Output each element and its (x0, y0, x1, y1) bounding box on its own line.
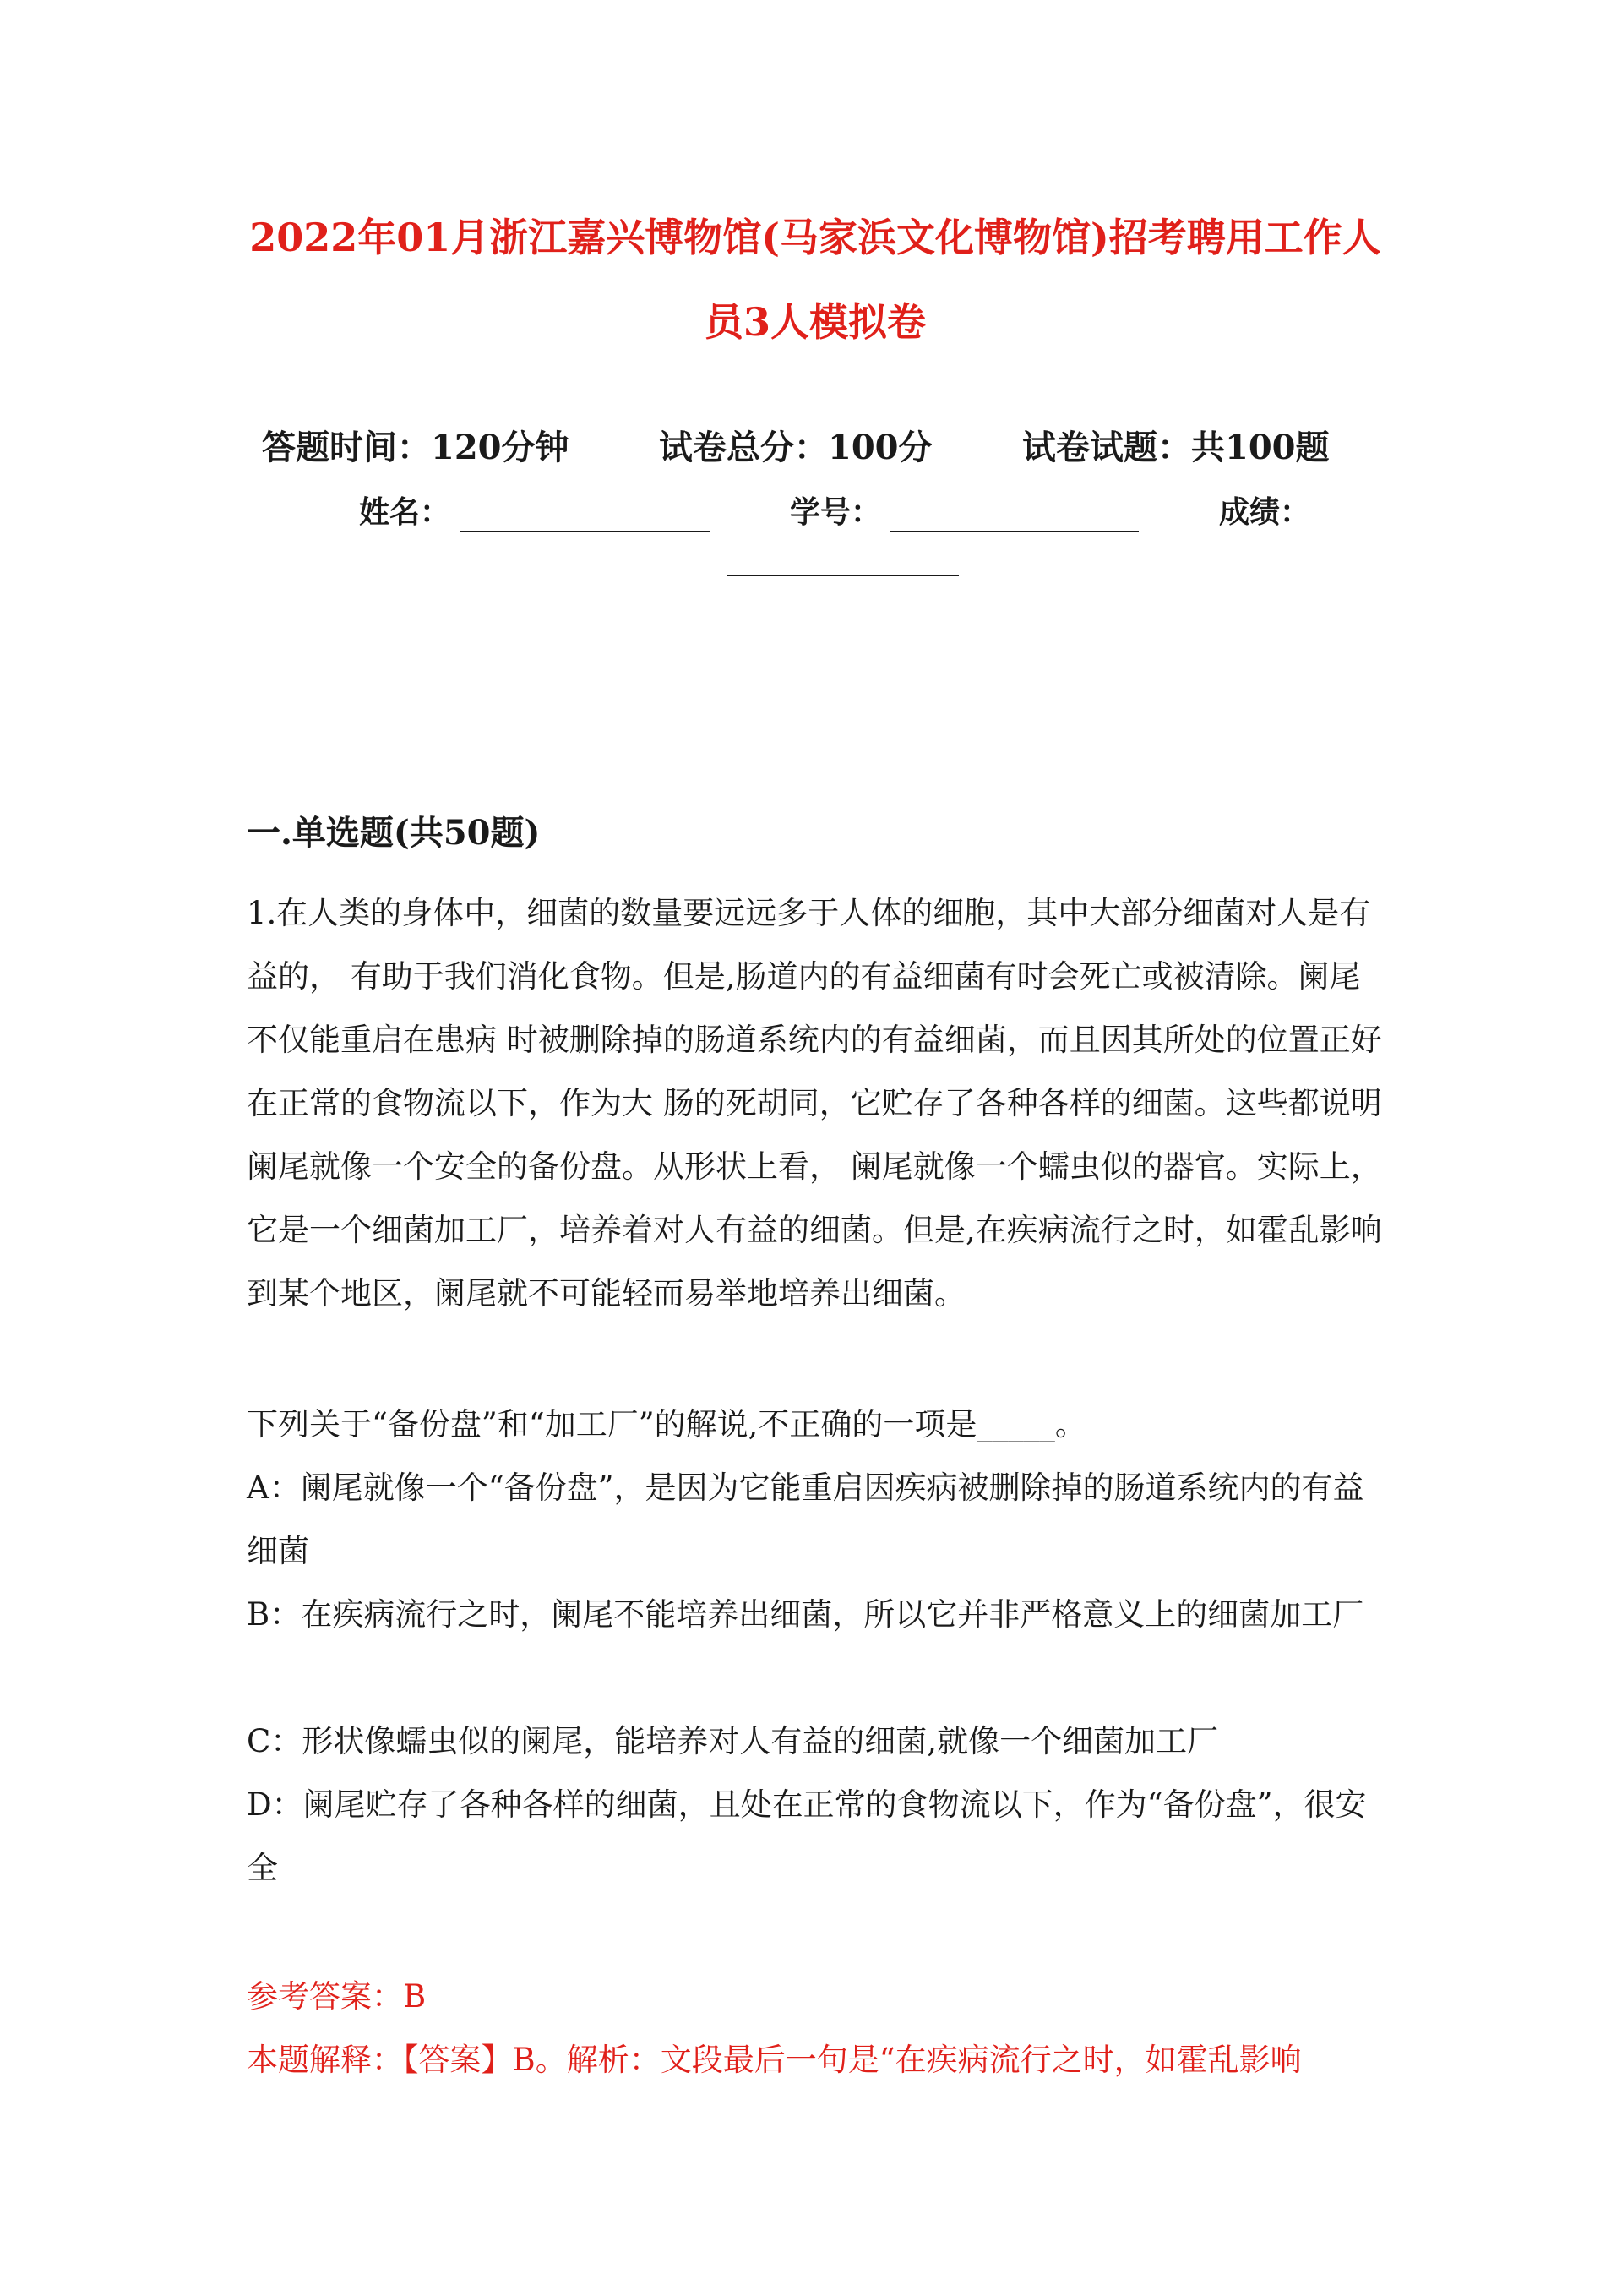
name-label: 姓名： (359, 494, 451, 530)
id-blank[interactable] (890, 497, 1139, 532)
document-title-line-1: 2022年01月浙江嘉兴博物馆(马家浜文化博物馆)招考聘用工作人 (249, 215, 1381, 260)
answer-explanation: 本题解释：【答案】B。解析：文段最后一句是“在疾病流行之时，如霍乱影响 (247, 2042, 1302, 2078)
score-blank[interactable] (727, 541, 959, 576)
score-label: 成绩： (1219, 494, 1311, 530)
document-title-line-2: 员3人模拟卷 (704, 299, 926, 345)
exam-total-score: 试卷总分：100分 (659, 428, 933, 467)
option-d: D：阑尾贮存了各种各样的细菌，且处在正常的食物流以下，作为“备份盘”，很安全 (247, 1786, 1367, 1886)
option-a: A：阑尾就像一个“备份盘”，是因为它能重启因疾病被删除掉的肠道系统内的有益细菌 (247, 1470, 1364, 1569)
option-b: B：在疾病流行之时，阑尾不能培养出细菌，所以它并非严格意义上的细菌加工厂 (247, 1596, 1364, 1633)
id-label: 学号： (790, 494, 882, 530)
question-prompt: 下列关于“备份盘”和“加工厂”的解说,不正确的一项是_____。 (247, 1406, 1086, 1442)
question-stem: 1.在人类的身体中，细菌的数量要远远多于人体的细胞，其中大部分细菌对人是有益的， 有助于我们消化食物。但是,肠道内的有益细菌有时会死亡或被清除。阑尾不仅能重启在患病 时被删除掉的肠道系统内的有益细菌，而且因其所处的位置正好在正常的食物流以下，作为大 肠的死胡同，它贮存了各种各样的细菌。这些都说明阑尾就像一个安全的备份盘。从形状上看， 阑尾就像一个蠕虫似的器官。实际上，它是一个细菌加工厂，培养着对人有益的细菌。但是,在疾病流行之时，如霍乱影响到某个地区，阑尾就不可能轻而易举地培养出细菌。 (247, 895, 1382, 1312)
name-blank[interactable] (460, 497, 710, 532)
exam-time: 答题时间：120分钟 (262, 428, 569, 467)
exam-question-count: 试卷试题：共100题 (1022, 428, 1330, 467)
reference-answer: 参考答案：B (247, 1978, 427, 2015)
option-c: C：形状像蠕虫似的阑尾，能培养对人有益的细菌,就像一个细菌加工厂 (247, 1723, 1219, 1759)
section-heading: 一.单选题(共50题) (247, 813, 541, 853)
